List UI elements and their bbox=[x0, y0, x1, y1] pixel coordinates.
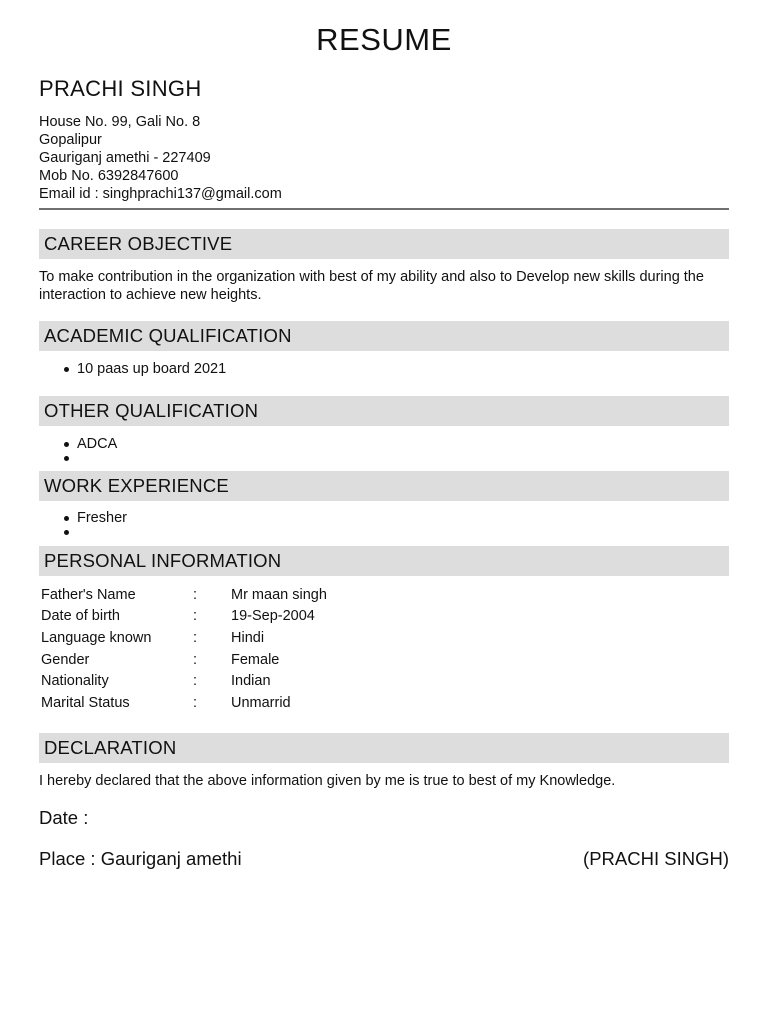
info-value: Indian bbox=[231, 673, 271, 690]
table-row bbox=[41, 606, 327, 628]
info-value: 19-Sep-2004 bbox=[231, 608, 315, 625]
table-row bbox=[41, 692, 327, 714]
list-item bbox=[39, 437, 117, 451]
address-line-1: House No. 99, Gali No. 8 bbox=[39, 114, 201, 130]
table-row bbox=[41, 670, 327, 692]
signature-name: (PRACHI SINGH) bbox=[583, 848, 729, 869]
list-item-text: ADCA bbox=[77, 436, 118, 452]
work-experience-list bbox=[39, 511, 127, 539]
contact-block bbox=[39, 113, 282, 203]
email-address: Email id : singhprachi137@gmail.com bbox=[39, 186, 282, 202]
info-label: Father's Name bbox=[41, 586, 136, 603]
bullet-icon bbox=[64, 367, 69, 372]
info-label: Gender bbox=[41, 651, 90, 668]
info-value: Female bbox=[231, 651, 280, 668]
career-objective-heading: CAREER OBJECTIVE bbox=[39, 229, 729, 259]
info-value: Hindi bbox=[231, 629, 265, 646]
info-label: Marital Status bbox=[41, 694, 130, 711]
academic-qualification-list bbox=[39, 362, 226, 376]
info-separator: : bbox=[193, 586, 198, 603]
declaration-heading: DECLARATION bbox=[39, 733, 729, 763]
personal-information-table bbox=[41, 584, 327, 714]
date-line: Date : bbox=[39, 807, 89, 828]
info-value: Mr maan singh bbox=[231, 586, 327, 603]
bullet-icon bbox=[64, 516, 69, 521]
table-row bbox=[41, 584, 327, 606]
candidate-name: PRACHI SINGH bbox=[39, 76, 202, 101]
bullet-icon bbox=[64, 456, 69, 461]
header-divider bbox=[39, 208, 729, 210]
info-separator: : bbox=[193, 651, 198, 668]
declaration-text: I hereby declared that the above information given by me is true to best of my Knowledge. bbox=[39, 773, 616, 789]
info-value: Unmarrid bbox=[231, 694, 291, 711]
info-separator: : bbox=[193, 629, 198, 646]
info-separator: : bbox=[193, 694, 198, 711]
list-item bbox=[39, 525, 127, 539]
personal-information-heading: PERSONAL INFORMATION bbox=[39, 546, 729, 576]
info-label: Nationality bbox=[41, 673, 109, 690]
document-title: RESUME bbox=[316, 22, 452, 57]
career-objective-text: To make contribution in the organization with best of my ability and also to Develop new skills during the interaction to achieve new heights. bbox=[39, 269, 704, 303]
phone-number: Mob No. 6392847600 bbox=[39, 168, 179, 184]
table-row bbox=[41, 649, 327, 671]
info-label: Date of birth bbox=[41, 608, 120, 625]
info-separator: : bbox=[193, 608, 198, 625]
list-item-text: Fresher bbox=[77, 510, 127, 526]
table-row bbox=[41, 627, 327, 649]
work-experience-heading: WORK EXPERIENCE bbox=[39, 471, 729, 501]
bullet-icon bbox=[64, 442, 69, 447]
list-item-text: 10 paas up board 2021 bbox=[77, 361, 227, 377]
list-item bbox=[39, 362, 226, 376]
place-line: Place : Gauriganj amethi bbox=[39, 848, 242, 869]
other-qualification-list bbox=[39, 437, 117, 465]
bullet-icon bbox=[64, 530, 69, 535]
list-item bbox=[39, 451, 117, 465]
address-line-2: Gopalipur bbox=[39, 132, 102, 148]
list-item bbox=[39, 511, 127, 525]
other-qualification-heading: OTHER QUALIFICATION bbox=[39, 396, 729, 426]
address-line-3: Gauriganj amethi - 227409 bbox=[39, 150, 211, 166]
info-separator: : bbox=[193, 673, 198, 690]
info-label: Language known bbox=[41, 629, 152, 646]
academic-qualification-heading: ACADEMIC QUALIFICATION bbox=[39, 321, 729, 351]
